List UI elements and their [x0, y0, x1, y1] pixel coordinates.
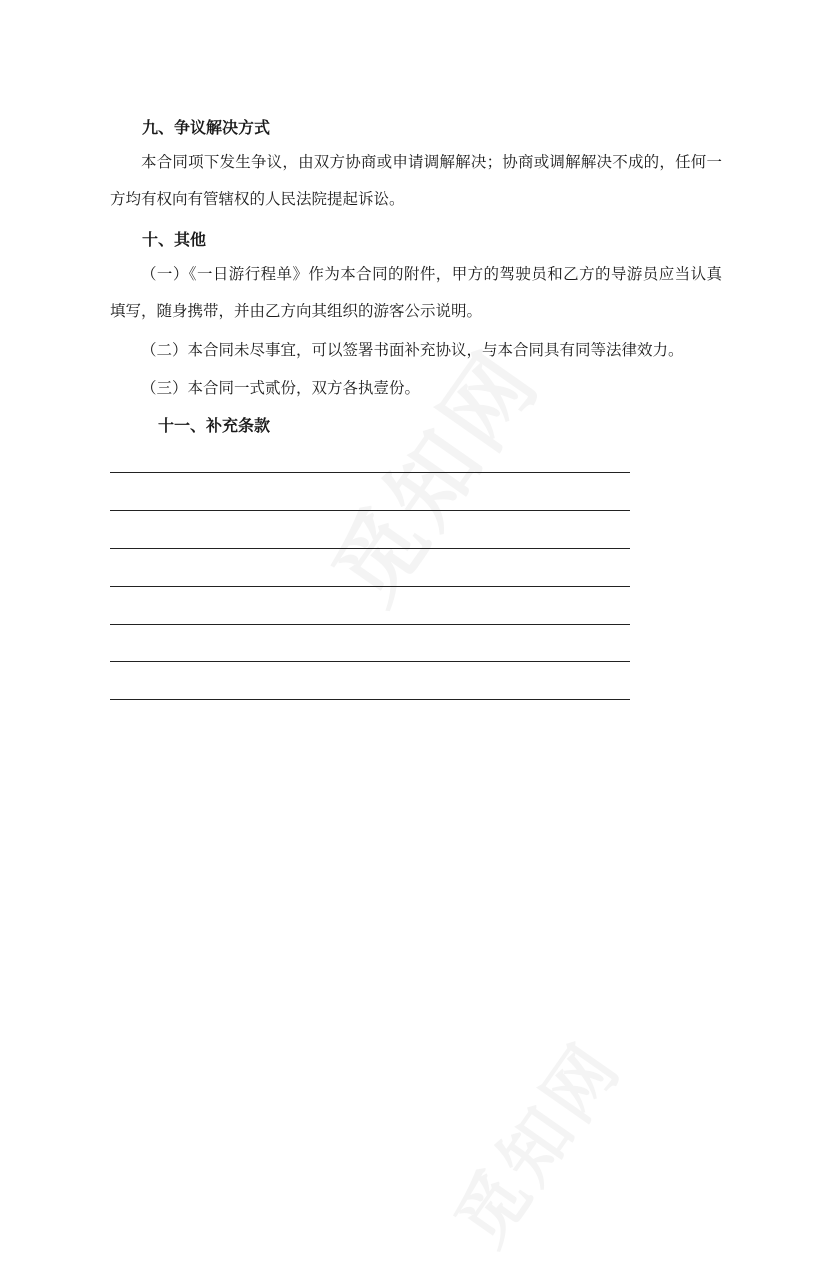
supplement-blank-line: [110, 548, 630, 549]
watermark: [427, 1018, 641, 1263]
other-item-1: （一）《一日游行程单》作为本合同的附件，甲方的驾驶员和乙方的导游员应当认真填写，随身携带，并由乙方向其组织的游客公示说明。: [110, 265, 722, 320]
dispute-paragraph: 本合同项下发生争议，由双方协商或申请调解解决；协商或调解解决不成的，任何一方均有权向有管辖权的人民法院提起诉讼。: [110, 153, 722, 208]
section-heading-dispute: 九、争议解决方式: [142, 118, 271, 137]
section-heading-supplement: 十一、补充条款: [158, 416, 271, 435]
other-item-2: （二）本合同未尽事宜，可以签署书面补充协议，与本合同具有同等法律效力。: [141, 341, 684, 359]
section-heading-other: 十、其他: [142, 230, 207, 249]
supplement-blank-line: [110, 472, 630, 473]
supplement-blank-line: [110, 586, 630, 587]
supplement-blank-line: [110, 510, 630, 511]
supplement-blank-line: [110, 624, 630, 625]
supplement-blank-line: [110, 661, 630, 662]
other-item-3: （三）本合同一式贰份，双方各执壹份。: [141, 379, 421, 397]
supplement-blank-line: [110, 699, 630, 700]
